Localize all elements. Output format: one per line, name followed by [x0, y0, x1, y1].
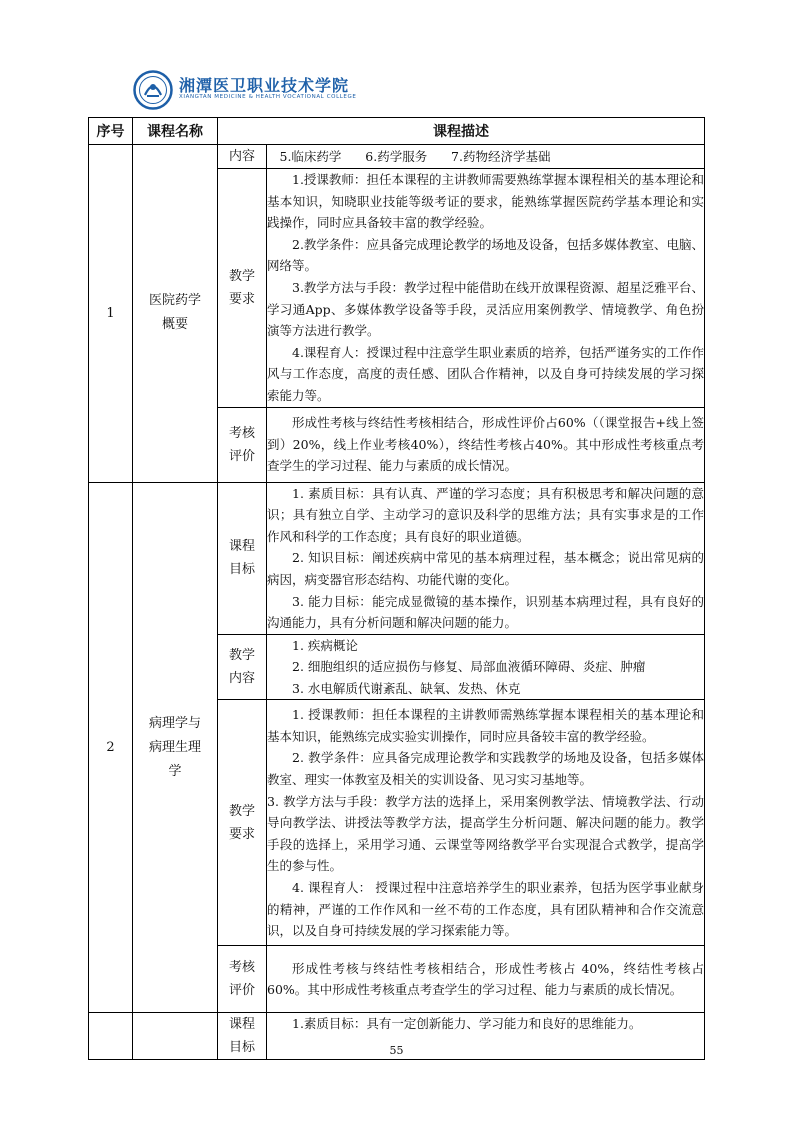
- course-number: 2: [89, 482, 133, 1013]
- course-name-line: 医院药学: [148, 293, 201, 309]
- table-row: [89, 482, 705, 634]
- table-row: [89, 145, 705, 169]
- goal-paragraph: 2. 知识目标：阐述疾病中常见的基本病理过程，基本概念；说出常见病的病因，病变器官形态结构、功能代谢的变化。: [267, 550, 704, 587]
- college-name-cn: 湘潭医卫职业技术学院: [179, 76, 350, 95]
- label-line: 要求: [228, 826, 255, 842]
- label-line: 考核: [228, 425, 255, 441]
- goal-paragraph: 3. 能力目标：能完成显微镜的基本操作，识别基本病理过程，具有良好的沟通能力，具有分析问题和解决问题的能力。: [267, 593, 704, 631]
- label-line: 教学: [228, 648, 255, 664]
- content-item: 3. 水电解质代谢紊乱、缺氧、发热、休克: [292, 680, 521, 696]
- course-table: [88, 117, 705, 1060]
- label-course-goals: [218, 482, 267, 634]
- requirement-paragraph: 4.课程育人：授课过程中注意学生职业素质的培养，包括严谨务实的工作作风与工作态度，高度的责任感、团队合作精神，以及自身可持续发展的学习探索能力等。: [267, 344, 704, 403]
- course-number: 1: [89, 145, 133, 483]
- course-goals-text: [267, 482, 705, 634]
- header-course-desc: 课程描述: [218, 118, 705, 145]
- label-content: 内容: [218, 145, 267, 169]
- label-line: 教学: [228, 268, 255, 284]
- teaching-requirements-text: [267, 169, 705, 408]
- label-line: 评价: [228, 448, 255, 464]
- content-item: 1. 疾病概论: [292, 637, 358, 653]
- label-teaching-content: [218, 634, 267, 700]
- label-line: 评价: [228, 983, 255, 999]
- assessment-paragraph: 形成性考核与终结性考核相结合，形成性考核占 40%，终结性考核占 60%。其中形成性考核重点考查学生的学习过程、能力与素质的成长情况。: [267, 960, 704, 998]
- header-course-name: 课程名称: [133, 118, 218, 145]
- college-emblem-icon: [133, 70, 173, 110]
- course-name-line: 学: [168, 763, 182, 779]
- course-name: [133, 482, 218, 1013]
- label-line: 内容: [228, 671, 255, 687]
- label-line: 课程: [228, 539, 255, 555]
- content-items: 5.临床药学 6.药学服务 7.药物经济学基础: [279, 148, 551, 164]
- assessment-paragraph: 形成性考核与终结性考核相结合，形成性评价占60%（（课堂报告+线上签到）20%，线上作业考核40%），终结性考核占40%。其中形成性考核重点考查学生的学习过程、能力与素质的成长情况。: [267, 415, 704, 474]
- label-line: 目标: [228, 562, 255, 578]
- college-name-en: XIANGTAN MEDICINE & HEALTH VOCATIONAL COLLEGE: [179, 94, 357, 100]
- teaching-content-text: [267, 634, 705, 700]
- requirement-paragraph: 3. 教学方法与手段：教学方法的选择上，采用案例教学法、情境教学法、行动导向教学法、讲授法等教学方法，提高学生分析问题、解决问题的能力。教学手段的选择上，采用学习通、云课堂等网络教学平台实现混合式教学，提高学生的参与性。: [267, 793, 704, 874]
- course-name-line: 概要: [161, 317, 188, 333]
- assessment-text: [267, 407, 705, 482]
- course-name-line: 病理生理: [148, 739, 201, 755]
- goal-paragraph: 1. 素质目标：具有认真、严谨的学习态度；具有积极思考和解决问题的意识；具有独立自学、主动学习的意识及科学的思维方法；具有实事求是的工作作风和科学的工作态度；具有良好的职业道德。: [267, 485, 704, 544]
- label-line: 要求: [228, 291, 255, 307]
- page-number: 55: [389, 1044, 404, 1057]
- requirement-paragraph: 2. 教学条件：应具备完成理论教学和实践教学的场地及设备，包括多媒体教室、理实一体教室及相关的实训设备、见习实习基地等。: [267, 750, 704, 787]
- label-assessment: [218, 407, 267, 482]
- label-line: 课程: [228, 1017, 255, 1033]
- requirement-paragraph: 1.授课教师：担任本课程的主讲教师需要熟练掌握本课程相关的基本理论和基本知识，知晓职业技能等级考证的要求，能熟练掌握医院药学基本理论和实践操作，同时应具备较丰富的教学经验。: [267, 172, 704, 231]
- course-name-line: 病理学与: [148, 715, 201, 731]
- label-teaching-requirements: [218, 169, 267, 408]
- label-line: 考核: [228, 960, 255, 976]
- content-item: 2. 细胞组织的适应损伤与修复、局部血液循环障碍、炎症、肿瘤: [292, 659, 646, 675]
- label-assessment: [218, 946, 267, 1013]
- label-line: 目标: [228, 1040, 255, 1056]
- requirement-paragraph: 2.教学条件：应具备完成理论教学的场地及设备，包括多媒体教室、电脑、网络等。: [267, 236, 704, 274]
- goal-paragraph: 1.素质目标：具有一定创新能力、学习能力和良好的思维能力。: [292, 1016, 642, 1032]
- header-no: 序号: [89, 118, 133, 145]
- assessment-text: [267, 946, 705, 1013]
- table-header-row: [89, 118, 705, 145]
- requirement-paragraph: 1. 授课教师：担任本课程的主讲教师需熟练掌握本课程相关的基本理论和基本知识，能熟练完成实验实训操作，同时应具备较丰富的教学经验。: [267, 707, 704, 744]
- requirement-paragraph: 3.教学方法与手段：教学过程中能借助在线开放课程资源、超星泛雅平台、学习通App、多媒体教学设备等手段，灵活应用案例教学、情境教学、角色扮演等方法进行教学。: [267, 279, 704, 339]
- content-text: [267, 145, 705, 169]
- teaching-requirements-text: [267, 700, 705, 946]
- requirement-paragraph: 4. 课程育人： 授课过程中注意培养学生的职业素养，包括为医学事业献身的精神，严谨的工作作风和一丝不苟的工作态度，具有团队精神和合作交流意识，以及自身可持续发展的学习探索能力等。: [267, 879, 704, 939]
- college-logo: [133, 70, 433, 110]
- label-line: 教学: [228, 803, 255, 819]
- label-teaching-requirements: [218, 700, 267, 946]
- course-name: [133, 145, 218, 483]
